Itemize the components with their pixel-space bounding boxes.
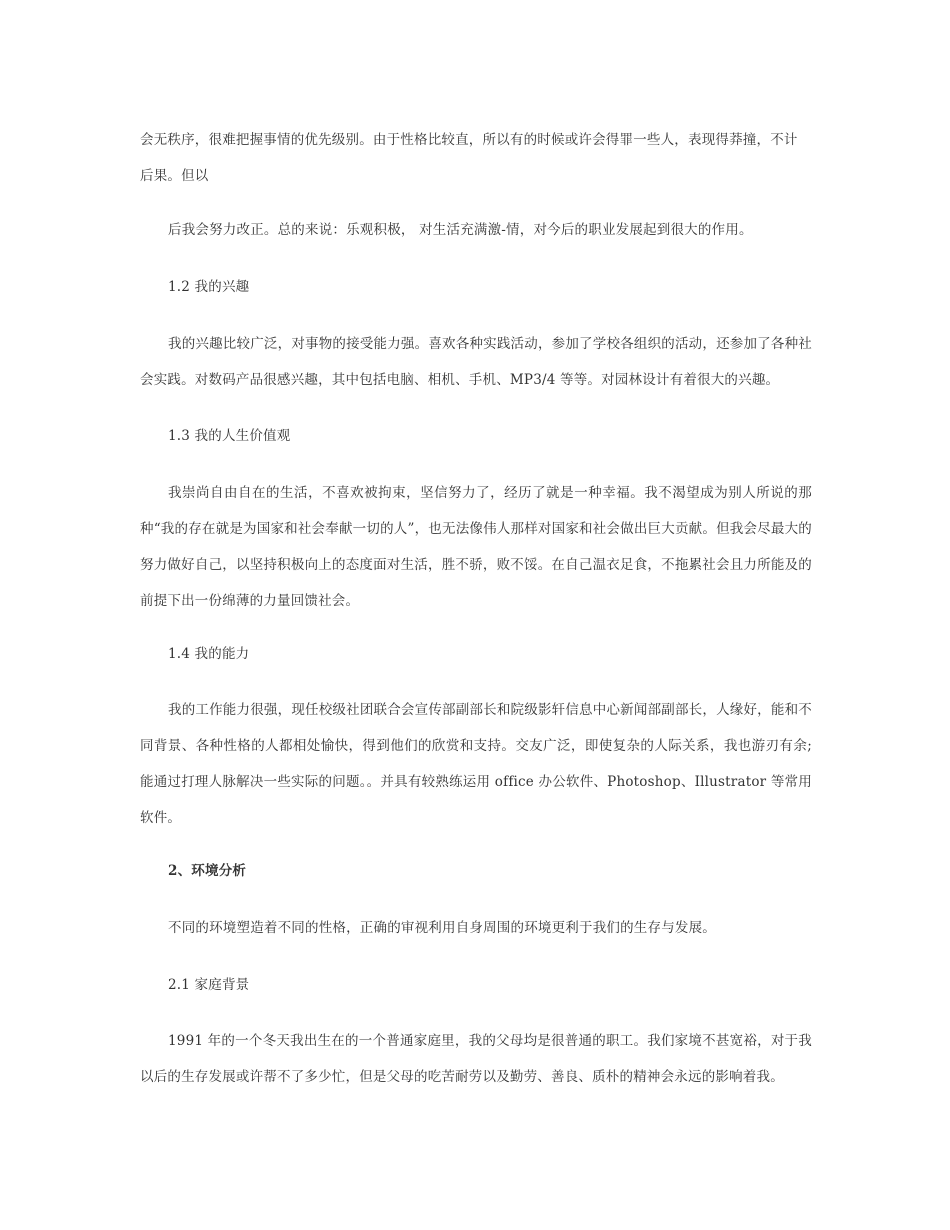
section-heading xyxy=(140,853,812,889)
heading-1-4: 1.4 我的能力 xyxy=(168,646,250,662)
paragraph xyxy=(140,326,812,398)
heading-1-2: 1.2 我的兴趣 xyxy=(168,279,250,295)
paragraph xyxy=(140,475,812,619)
paragraph xyxy=(140,692,812,836)
paragraph xyxy=(140,910,812,946)
paragraph-text: 不同的环境塑造着不同的性格，正确的审视利用自身周围的环境更利于我们的生存与发展。 xyxy=(168,920,716,936)
paragraph-text: 我崇尚自由自在的生活，不喜欢被拘束，坚信努力了，经历了就是一种幸福。我不渴望成为别人所说的那种“我的存在就是为国家和社会奉献一切的人”，也无法像伟人那样对国家和社会做出巨大贡献。但我会尽最大的努力做好自己，以坚持积极向上的态度面对生活，胜不骄，败不馁。在自己温衣足食，不拖累社会且力所能及的前提下出一份绵薄的力量回馈社会。 xyxy=(140,485,812,609)
paragraph-text: 1991 年的一个冬天我出生在的一个普通家庭里，我的父母均是很普通的职工。我们家境不甚宽裕，对于我以后的生存发展或许帮不了多少忙，但是父母的吃苦耐劳以及勤劳、善良、质朴的精神会永远的影响着我。 xyxy=(140,1033,812,1085)
paragraph-text: 后我会努力改正。总的来说：乐观积极， 对生活充满激-情，对今后的职业发展起到很大的作用。 xyxy=(168,222,753,238)
section-heading xyxy=(140,967,812,1003)
section-heading xyxy=(140,636,812,672)
paragraph xyxy=(140,212,812,248)
paragraph-text: 我的工作能力很强，现任校级社团联合会宣传部副部长和院级影轩信息中心新闻部副部长，人缘好，能和不同背景、各种性格的人都相处愉快，得到他们的欣赏和支持。交友广泛，即使复杂的人际关系，我也游刃有余;能通过打理人脉解决一些实际的问题。。并具有较熟练运用 office 办公软件、Photoshop、Illustrator 等常用软件。 xyxy=(140,702,812,826)
section-heading xyxy=(140,269,812,305)
paragraph-text: 我的兴趣比较广泛，对事物的接受能力强。喜欢各种实践活动，参加了学校各组织的活动，还参加了各种社会实践。对数码产品很感兴趣，其中包括电脑、相机、手机、MP3/4 等等。对园林设计有着很大的兴趣。 xyxy=(140,336,812,388)
heading-1-3: 1.3 我的人生价值观 xyxy=(168,428,291,444)
paragraph-line: 后果。但以 xyxy=(140,168,209,184)
heading-2-1: 2.1 家庭背景 xyxy=(168,977,250,993)
section-heading xyxy=(140,418,812,454)
heading-2: 2、环境分析 xyxy=(168,863,247,879)
paragraph-line: 会无秩序，很难把握事情的优先级别。由于性格比较直，所以有的时候或许会得罪一些人，表现得莽撞，不计 xyxy=(140,132,798,148)
paragraph-continuation xyxy=(140,122,812,194)
paragraph xyxy=(140,1023,812,1095)
